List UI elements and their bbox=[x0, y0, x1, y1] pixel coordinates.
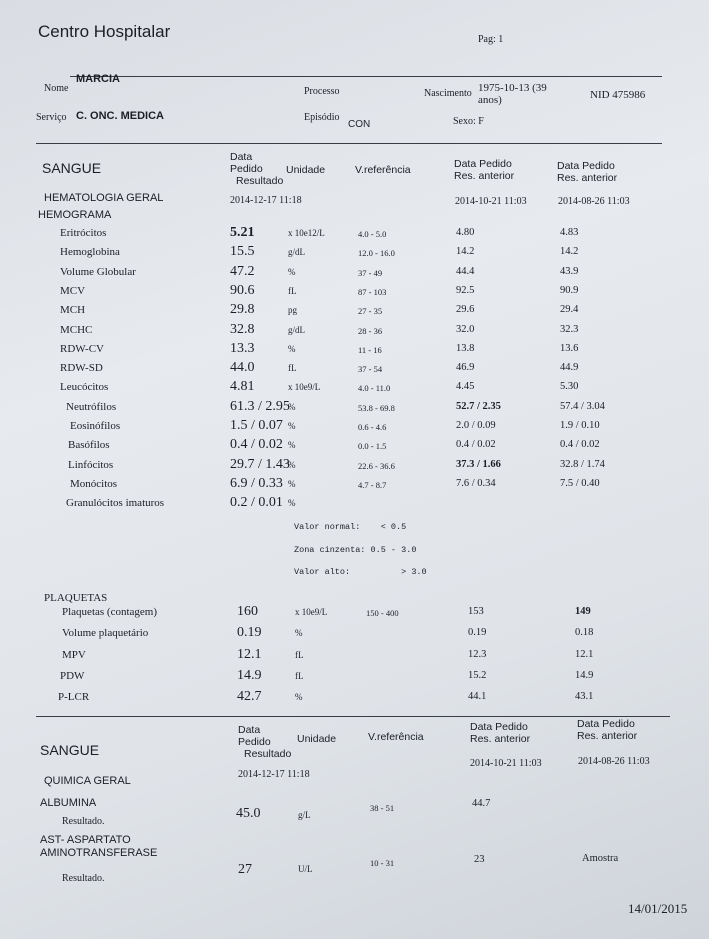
row-ref: 27 - 35 bbox=[358, 306, 383, 317]
row-prev1: 12.3 bbox=[468, 648, 487, 660]
row-unit: fL bbox=[288, 363, 297, 374]
row-prev2: 29.4 bbox=[560, 304, 579, 316]
servico-label: Serviço bbox=[36, 112, 67, 123]
row-unit: % bbox=[288, 440, 296, 451]
row-prev1: 0.4 / 0.02 bbox=[456, 439, 496, 451]
row-ref: 0.6 - 4.6 bbox=[358, 422, 387, 432]
birth-date: 1975-10-13 (39 bbox=[478, 82, 547, 94]
row-ref: 4.0 - 5.0 bbox=[358, 229, 387, 239]
albumina-prev1: 44.7 bbox=[472, 798, 491, 809]
birth-age: anos) bbox=[478, 94, 502, 106]
row-ref: 4.0 - 11.0 bbox=[358, 383, 391, 394]
prev1-date-2: 2014-10-21 11:03 bbox=[470, 758, 542, 769]
row-name: Basófilos bbox=[68, 439, 110, 452]
row-value: 44.0 bbox=[230, 360, 255, 376]
col2-unidade: Unidade bbox=[297, 733, 337, 745]
row-prev1: 15.2 bbox=[468, 669, 487, 681]
row-ref: 0.0 - 1.5 bbox=[358, 441, 387, 452]
row-ref: 11 - 16 bbox=[358, 344, 382, 355]
processo-label: Processo bbox=[304, 86, 340, 97]
col-data: Data Pedido Resultado bbox=[230, 151, 284, 187]
legend-alto: Valor alto: > 3.0 bbox=[294, 567, 427, 577]
row-prev1: 4.80 bbox=[456, 227, 475, 238]
row-prev2: 149 bbox=[575, 606, 591, 617]
prev2-date: 2014-08-26 11:03 bbox=[558, 196, 630, 207]
col2-prev1: Data Pedido Res. anterior bbox=[470, 721, 531, 745]
row-prev1: 92.5 bbox=[456, 284, 475, 296]
section2-title: SANGUE bbox=[40, 742, 100, 758]
row-prev1: 52.7 / 2.35 bbox=[456, 400, 501, 412]
row-value: 6.9 / 0.33 bbox=[230, 475, 283, 491]
row-ref: 37 - 49 bbox=[358, 267, 383, 278]
row-name: MCHC bbox=[60, 323, 93, 336]
row-unit: % bbox=[288, 266, 296, 277]
ast-prev1: 23 bbox=[474, 854, 485, 865]
row-unit: % bbox=[288, 343, 296, 354]
row-name: PDW bbox=[60, 669, 85, 682]
row-value: 32.8 bbox=[230, 321, 255, 337]
col-unidade: Unidade bbox=[286, 164, 326, 176]
row-prev1: 7.6 / 0.34 bbox=[456, 477, 496, 489]
row-prev2: 5.30 bbox=[560, 381, 579, 393]
nid: NID 475986 bbox=[590, 89, 646, 101]
row-prev2: 13.6 bbox=[560, 342, 579, 354]
group2-date: 2014-12-17 11:18 bbox=[238, 769, 310, 780]
row-prev2: 4.83 bbox=[560, 227, 579, 238]
row-prev2: 14.2 bbox=[560, 246, 579, 258]
row-name: Linfócitos bbox=[68, 458, 114, 471]
row-prev2: 7.5 / 0.40 bbox=[560, 477, 600, 489]
row-prev1: 32.0 bbox=[456, 323, 475, 335]
ast-ref: 10 - 31 bbox=[370, 858, 395, 868]
ast-value: 27 bbox=[238, 862, 252, 877]
row-value: 0.19 bbox=[237, 625, 262, 641]
row-ref: 87 - 103 bbox=[358, 286, 387, 297]
row-value: 61.3 / 2.95 bbox=[230, 398, 290, 414]
row-unit: % bbox=[295, 692, 303, 703]
prev1-date: 2014-10-21 11:03 bbox=[455, 196, 527, 207]
row-ref: 22.6 - 36.6 bbox=[358, 460, 395, 471]
row-prev1: 37.3 / 1.66 bbox=[456, 458, 501, 470]
row-unit: fL bbox=[288, 285, 297, 296]
row-name: MCH bbox=[60, 304, 86, 317]
row-value: 29.8 bbox=[230, 302, 255, 318]
row-name: RDW-SD bbox=[60, 362, 103, 375]
row-name: Leucócitos bbox=[60, 381, 109, 394]
row-name: Neutrófilos bbox=[66, 400, 117, 413]
section2-rule bbox=[36, 716, 670, 717]
row-unit: g/dL bbox=[288, 324, 305, 335]
row-unit: % bbox=[288, 459, 296, 470]
row-prev1: 44.1 bbox=[468, 691, 487, 703]
row-prev2: 57.4 / 3.04 bbox=[560, 400, 605, 412]
row-ref: 28 - 36 bbox=[358, 325, 383, 336]
row-value: 1.5 / 0.07 bbox=[230, 418, 283, 433]
row-prev2: 32.8 / 1.74 bbox=[560, 458, 605, 470]
ast-unit: U/L bbox=[298, 864, 313, 874]
row-value: 15.5 bbox=[230, 244, 255, 260]
row-prev1: 46.9 bbox=[456, 362, 475, 374]
row-prev2: 43.1 bbox=[575, 691, 594, 703]
header-rule bbox=[70, 76, 662, 77]
albumina-ref: 38 - 51 bbox=[370, 803, 395, 813]
prev2-date-2: 2014-08-26 11:03 bbox=[578, 756, 650, 767]
row-name: Granulócitos imaturos bbox=[66, 497, 165, 510]
row-ref: 37 - 54 bbox=[358, 364, 383, 375]
row-prev1: 29.6 bbox=[456, 304, 475, 316]
row-prev1: 14.2 bbox=[456, 246, 475, 258]
ast-prev2: Amostra bbox=[582, 853, 619, 864]
row-name: Hemoglobina bbox=[60, 246, 120, 259]
row-unit: % bbox=[288, 401, 296, 412]
row-ref: 53.8 - 69.8 bbox=[358, 402, 395, 413]
row-unit: % bbox=[295, 628, 303, 639]
row-prev1: 153 bbox=[468, 606, 484, 617]
row-prev2: 1.9 / 0.10 bbox=[560, 420, 600, 431]
row-unit: % bbox=[288, 498, 296, 509]
row-value: 0.4 / 0.02 bbox=[230, 437, 283, 453]
col-prev2: Data Pedido Res. anterior bbox=[557, 160, 618, 184]
row-unit: pg bbox=[288, 305, 297, 316]
section1-rule bbox=[36, 143, 662, 144]
row-prev1: 4.45 bbox=[456, 381, 475, 393]
row-prev1: 2.0 / 0.09 bbox=[456, 420, 496, 431]
row-prev2: 32.3 bbox=[560, 323, 579, 335]
row-unit: % bbox=[288, 421, 296, 431]
row-name: Eosinófilos bbox=[70, 420, 121, 432]
row-name: MCV bbox=[60, 284, 86, 297]
row-ref: 12.0 - 16.0 bbox=[358, 248, 395, 259]
albumina-title: ALBUMINA bbox=[40, 797, 97, 809]
sexo: Sexo: F bbox=[453, 116, 484, 127]
row-name: Plaquetas (contagem) bbox=[62, 606, 157, 618]
row-value: 90.6 bbox=[230, 282, 255, 298]
row-value: 29.7 / 1.43 bbox=[230, 456, 290, 472]
col2-data: Data Pedido Resultado bbox=[238, 724, 292, 760]
legend-cinzenta: Zona cinzenta: 0.5 - 3.0 bbox=[294, 545, 417, 555]
patient-name: MARCIA bbox=[76, 73, 120, 85]
row-name: RDW-CV bbox=[60, 342, 104, 355]
row-ref: 4.7 - 8.7 bbox=[358, 479, 387, 490]
page-number: Pag: 1 bbox=[478, 34, 504, 45]
row-unit: x 10e12/L bbox=[288, 228, 325, 238]
row-name: Volume plaquetário bbox=[62, 627, 149, 640]
row-unit: % bbox=[288, 478, 296, 489]
episodio: CON bbox=[348, 119, 371, 130]
ast-result-label: Resultado. bbox=[62, 873, 105, 884]
row-unit: g/dL bbox=[288, 247, 305, 258]
ast-title: AST- ASPARTATO AMINOTRANSFERASE bbox=[40, 834, 158, 859]
row-name: Eritrócitos bbox=[60, 227, 107, 239]
row-value: 14.9 bbox=[237, 667, 262, 683]
albumina-value: 45.0 bbox=[236, 806, 261, 821]
albumina-unit: g/L bbox=[298, 810, 311, 820]
row-value: 12.1 bbox=[237, 646, 262, 662]
row-value: 47.2 bbox=[230, 263, 255, 279]
row-value: 13.3 bbox=[230, 340, 255, 356]
subgroup-hemograma: HEMOGRAMA bbox=[38, 209, 112, 221]
row-value: 0.2 / 0.01 bbox=[230, 495, 283, 511]
col2-prev2: Data Pedido Res. anterior bbox=[577, 718, 638, 742]
row-prev2: 0.18 bbox=[575, 627, 594, 639]
row-prev2: 43.9 bbox=[560, 265, 579, 277]
row-prev2: 14.9 bbox=[575, 669, 594, 681]
row-unit: fL bbox=[295, 670, 304, 681]
col2-ref: V.referência bbox=[368, 731, 424, 743]
row-prev2: 90.9 bbox=[560, 284, 579, 296]
row-ref: 150 - 400 bbox=[366, 608, 399, 618]
row-name: Monócitos bbox=[70, 477, 118, 490]
episodio-label: Episódio bbox=[304, 112, 340, 123]
hospital-name: Centro Hospitalar bbox=[38, 22, 171, 41]
group-quimica: QUIMICA GERAL bbox=[44, 775, 131, 787]
nome-label: Nome bbox=[44, 83, 69, 94]
row-value: 42.7 bbox=[237, 689, 262, 705]
row-name: Volume Globular bbox=[60, 265, 136, 278]
group-date: 2014-12-17 11:18 bbox=[230, 195, 302, 206]
row-prev2: 44.9 bbox=[560, 362, 579, 374]
row-value: 160 bbox=[237, 604, 258, 619]
col-ref: V.referência bbox=[355, 164, 411, 176]
row-value: 5.21 bbox=[230, 225, 255, 240]
section1-title: SANGUE bbox=[42, 160, 102, 176]
legend-normal: Valor normal: < 0.5 bbox=[294, 522, 407, 532]
albumina-result-label: Resultado. bbox=[62, 816, 105, 827]
group-hematologia: HEMATOLOGIA GERAL bbox=[44, 192, 164, 204]
row-value: 4.81 bbox=[230, 379, 255, 395]
row-prev1: 13.8 bbox=[456, 342, 475, 354]
row-prev1: 44.4 bbox=[456, 265, 475, 277]
row-prev1: 0.19 bbox=[468, 627, 487, 639]
row-name: P-LCR bbox=[58, 691, 90, 704]
plaquetas-title: PLAQUETAS bbox=[44, 592, 108, 604]
servico: C. ONC. MEDICA bbox=[76, 110, 164, 122]
nascimento-label: Nascimento bbox=[424, 88, 472, 99]
row-unit: fL bbox=[295, 649, 304, 660]
row-name: MPV bbox=[62, 648, 86, 661]
row-unit: x 10e9/L bbox=[288, 382, 321, 393]
col-prev1: Data Pedido Res. anterior bbox=[454, 158, 515, 182]
footer-date: 14/01/2015 bbox=[628, 901, 688, 916]
row-prev2: 0.4 / 0.02 bbox=[560, 439, 600, 451]
row-unit: x 10e9/L bbox=[295, 607, 328, 617]
row-prev2: 12.1 bbox=[575, 648, 594, 660]
